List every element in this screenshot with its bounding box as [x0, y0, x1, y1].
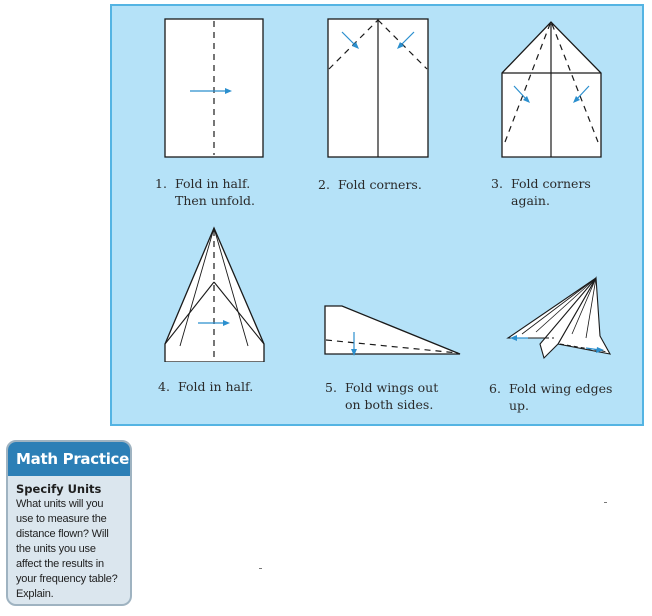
step-4-label — [158, 378, 253, 395]
step-text: Fold in half. — [178, 379, 254, 394]
math-practice-header: Math Practice — [8, 442, 130, 476]
step-text: Fold corners — [511, 176, 591, 191]
step-text: Fold corners. — [338, 177, 422, 192]
step-2-diagram — [324, 14, 434, 160]
step-3-label — [491, 175, 591, 209]
step-1-diagram — [160, 14, 270, 160]
step-text: Fold in half. — [175, 176, 251, 191]
step-3-diagram — [497, 14, 607, 160]
step-text-line2: up. — [509, 398, 530, 413]
math-practice-box — [6, 440, 132, 606]
step-text-line2: on both sides. — [345, 397, 434, 412]
step-text: Fold wings out — [345, 380, 439, 395]
step-number: 1. — [155, 176, 167, 191]
step-number: 2. — [318, 177, 330, 192]
step-6-diagram — [500, 272, 620, 368]
step-number: 3. — [491, 176, 503, 191]
math-practice-text: What units will you use to measure the distance flown? Will the units you use affect the results in your frequency table? Explain. — [16, 498, 118, 600]
step-text: Fold wing edges — [509, 381, 613, 396]
scan-speck — [259, 568, 262, 569]
step-number: 5. — [325, 380, 337, 395]
step-text-line2: again. — [511, 193, 550, 208]
step-2-label — [318, 176, 422, 193]
step-number: 6. — [489, 381, 501, 396]
step-4-diagram — [160, 222, 270, 362]
step-5-diagram — [320, 296, 470, 366]
step-text-line2: Then unfold. — [175, 193, 256, 208]
step-number: 4. — [158, 379, 170, 394]
math-practice-title: Specify Units — [16, 482, 102, 496]
scan-speck — [604, 502, 607, 503]
step-1-label — [155, 175, 255, 209]
step-5-label — [325, 379, 438, 413]
step-6-label — [489, 380, 612, 414]
